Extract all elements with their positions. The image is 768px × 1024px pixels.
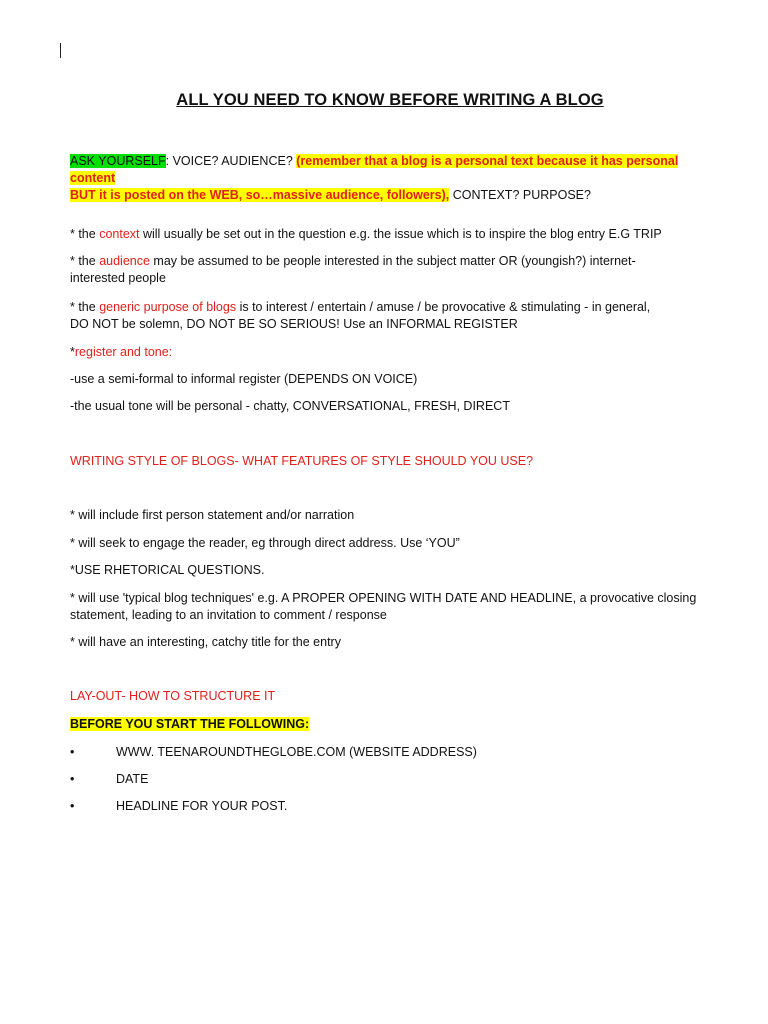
- ask-rest: CONTEXT? PURPOSE?: [449, 188, 591, 202]
- style-item-4-line1: * will use 'typical blog techniques' e.g. A PROPER OPENING WITH DATE AND HEADLINE, a provocative closing: [70, 591, 697, 605]
- purpose-paragraph: [70, 299, 710, 333]
- text-cursor: [60, 43, 61, 58]
- style-item-3: *USE RHETORICAL QUESTIONS.: [70, 563, 265, 577]
- audience-text: may be assumed to be people interested in the subject matter OR (youngish?) internet-: [149, 254, 636, 268]
- ask-yourself-label: ASK YOURSELF: [70, 154, 166, 168]
- purpose-text-line2: DO NOT be solemn, DO NOT BE SO SERIOUS! Use an INFORMAL REGISTER: [70, 317, 518, 331]
- audience-paragraph: [70, 253, 710, 287]
- ask-highlight-1: (remember that a blog is a personal text because it has personal content: [70, 154, 679, 185]
- before-you-start: [70, 716, 710, 733]
- style-heading: WRITING STYLE OF BLOGS- WHAT FEATURES OF STYLE SHOULD YOU USE?: [70, 454, 534, 468]
- style-item-4: [70, 590, 710, 624]
- register-line-2: -the usual tone will be personal - chatty, CONVERSATIONAL, FRESH, DIRECT: [70, 399, 510, 413]
- list-item-text: DATE: [116, 772, 149, 786]
- purpose-text: is to interest / entertain / amuse / be provocative & stimulating - in general,: [236, 300, 651, 314]
- context-paragraph: [70, 226, 710, 243]
- style-item-5: * will have an interesting, catchy title for the entry: [70, 635, 341, 649]
- register-heading: [70, 344, 710, 361]
- ask-highlight-2: BUT it is posted on the WEB, so…massive audience, followers),: [70, 188, 450, 202]
- context-prefix: * the: [70, 227, 100, 241]
- audience-term: audience: [99, 254, 150, 268]
- bullet-icon: •: [70, 799, 75, 813]
- ask-questions: : VOICE? AUDIENCE?: [165, 154, 297, 168]
- context-term: context: [99, 227, 140, 241]
- style-item-1: * will include first person statement and/or narration: [70, 508, 355, 522]
- before-you-start-text: BEFORE YOU START THE FOLLOWING:: [70, 717, 310, 731]
- bullet-icon: •: [70, 745, 75, 759]
- purpose-prefix: * the: [70, 300, 100, 314]
- page-title: ALL YOU NEED TO KNOW BEFORE WRITING A BLOG: [176, 91, 604, 109]
- register-line-1: -use a semi-formal to informal register (DEPENDS ON VOICE): [70, 372, 418, 386]
- register-heading-text: register and tone:: [74, 345, 173, 359]
- bullet-icon: •: [70, 772, 75, 786]
- list-item-text: HEADLINE FOR YOUR POST.: [116, 799, 288, 813]
- list-item-text: WWW. TEENAROUNDTHEGLOBE.COM (WEBSITE ADDRESS): [116, 745, 477, 759]
- style-item-2: * will seek to engage the reader, eg through direct address. Use ‘YOU”: [70, 536, 460, 550]
- register-star: *: [70, 345, 75, 359]
- audience-text-line2: interested people: [70, 271, 166, 285]
- context-text: will usually be set out in the question e.g. the issue which is to inspire the blog entry E.G TRIP: [139, 227, 662, 241]
- purpose-term: generic purpose of blogs: [99, 300, 237, 314]
- audience-prefix: * the: [70, 254, 100, 268]
- style-item-4-line2: statement, leading to an invitation to comment / response: [70, 608, 387, 622]
- ask-yourself-paragraph: [70, 153, 710, 204]
- layout-heading: LAY-OUT- HOW TO STRUCTURE IT: [70, 689, 276, 703]
